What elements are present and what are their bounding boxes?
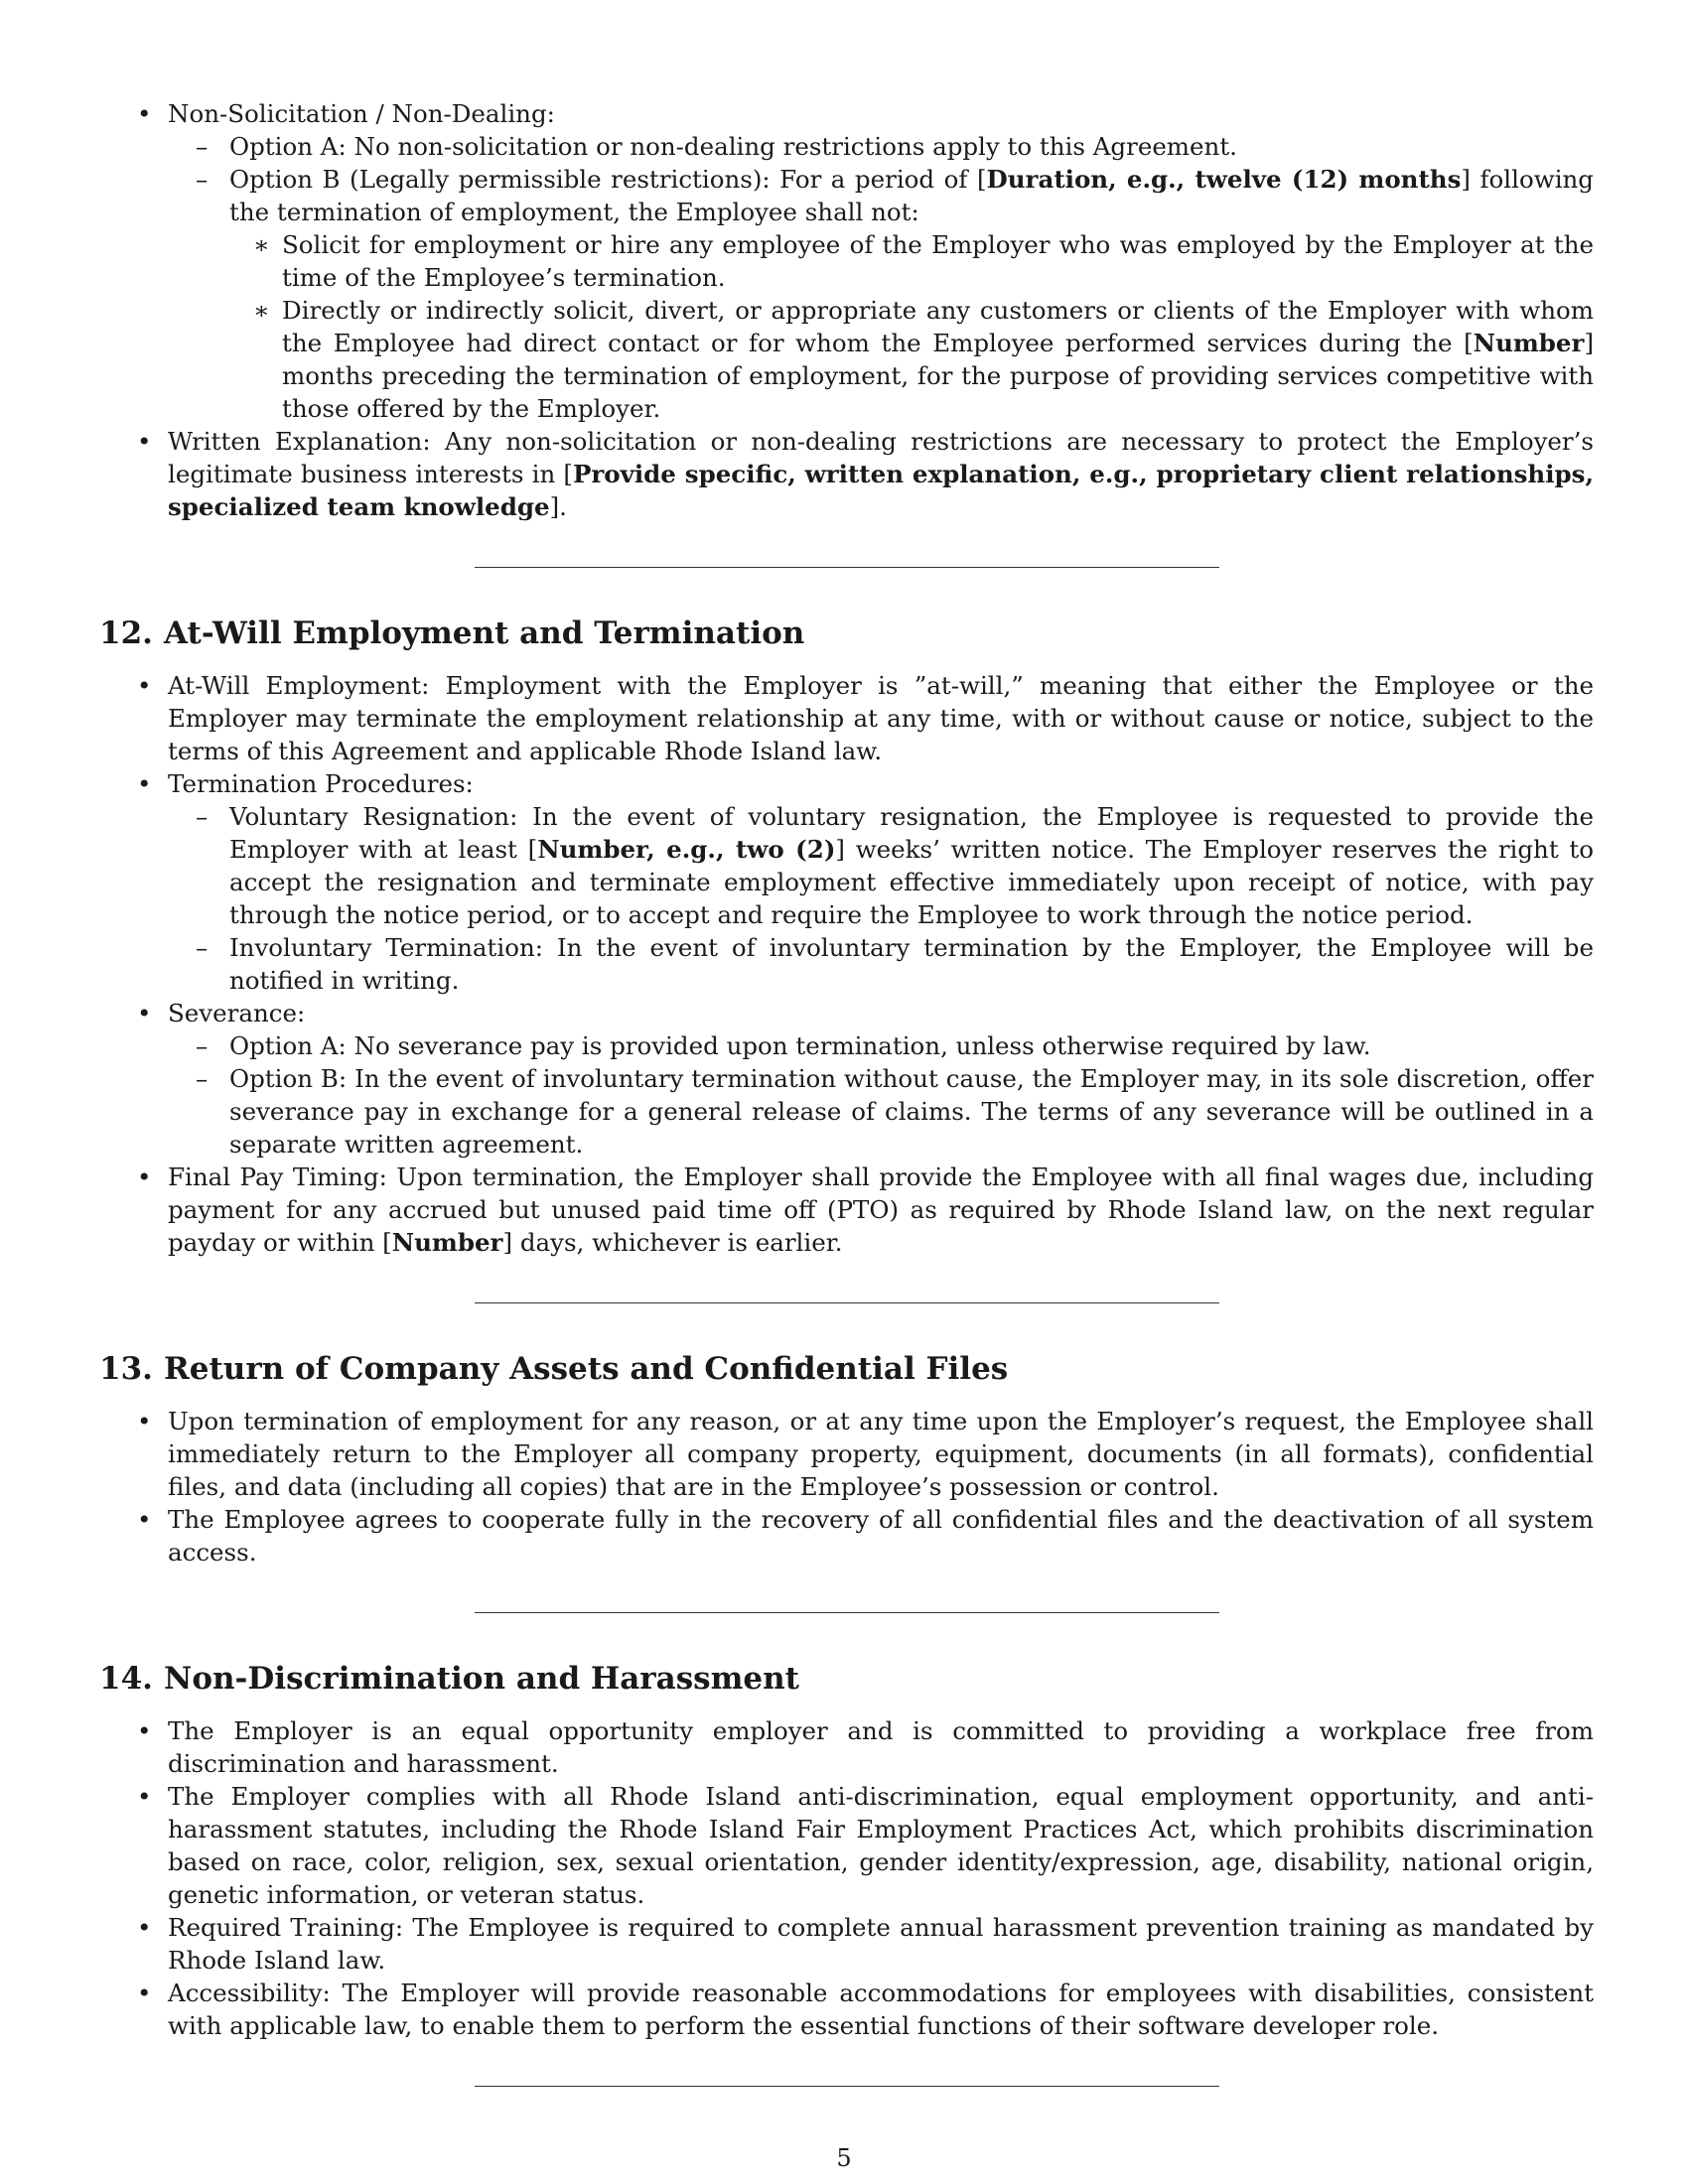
- notice-placeholder: Number, e.g., two (2): [537, 835, 836, 864]
- section-divider: [475, 567, 1219, 568]
- restriction-text: Solicit for employment or hire any employee of the Employer who was employed by the Employer at the time of the Employee’s termination.: [282, 230, 1594, 292]
- list-item-written-explanation: [99, 425, 1594, 523]
- section-number: 13.: [99, 1351, 153, 1387]
- written-explanation-placeholder: Provide specific, written explanation, e.g., proprietary client relationships, specialized team knowledge: [168, 460, 1594, 521]
- section-14-list: [99, 1714, 1594, 2042]
- list-item-required-training: [99, 1911, 1594, 1977]
- voluntary-text-end: ] weeks’ written notice. The Employer reserves the right to accept the resignation and terminate employment effective immediately upon receipt of notice, with pay through the notice period, or to accept and require the Employee to work through the notice period.: [229, 835, 1595, 929]
- list-item-restriction-clients: [229, 294, 1594, 425]
- severance-b-text: Option B: In the event of involuntary termination without cause, the Employer may, in its sole discretion, offer severance pay in exchange for a general release of claims. The terms of any severance will be outlined in a separate written agreement.: [229, 1064, 1594, 1159]
- section-13-list: [99, 1405, 1594, 1569]
- termination-procedures-list: [168, 800, 1594, 997]
- list-item-text: Required Training: The Employee is required to complete annual harassment prevention training as mandated by Rhode Island law.: [168, 1913, 1594, 1975]
- option-b-restrictions: [229, 228, 1594, 425]
- list-item-involuntary-termination: [168, 931, 1594, 997]
- list-item-severance-option-b: [168, 1062, 1594, 1160]
- option-b-placeholder: Duration, e.g., twelve (12) months: [986, 165, 1462, 194]
- written-explanation-text: Written Explanation: Any non-solicitation or non-dealing restrictions are necessary to protect the Employer’s legitimate business interests in [: [168, 427, 1594, 488]
- number-placeholder: Number: [391, 1228, 503, 1257]
- option-b-text-end: ] following the termination of employment, the Employee shall not:: [229, 165, 1594, 226]
- list-item-text: Upon termination of employment for any reason, or at any time upon the Employer’s request, the Employee shall immediately return to the Employer all company property, equipment, documents (in all formats), confidential files, and data (including all copies) that are in the Employee’s possession or control.: [168, 1407, 1594, 1501]
- list-item-cooperate-recovery: [99, 1503, 1594, 1569]
- list-item-option-a: [168, 130, 1594, 163]
- section-title: At-Will Employment and Termination: [164, 615, 805, 651]
- non-solicitation-options: [168, 130, 1594, 425]
- list-item-voluntary-resignation: [168, 800, 1594, 931]
- number-placeholder: Number: [1473, 329, 1585, 357]
- section-13-heading: [99, 1349, 1594, 1389]
- list-item-text: The Employer is an equal opportunity employer and is committed to providing a workplace free from discrimination and harassment.: [168, 1716, 1594, 1778]
- section-12-heading: [99, 614, 1594, 653]
- list-item-compliance: [99, 1780, 1594, 1911]
- restriction-text-end: ] months preceding the termination of employment, for the purpose of providing services competitive with those offered by the Employer.: [282, 329, 1594, 423]
- item-label: Termination Procedures:: [168, 769, 474, 798]
- section-11-continuation-list: [99, 97, 1594, 523]
- document-body: [99, 97, 1594, 2087]
- section-number: 14.: [99, 1661, 153, 1697]
- option-b-text: Option B (Legally permissible restrictions): For a period of [: [229, 165, 987, 194]
- severance-options: [168, 1029, 1594, 1160]
- list-item-equal-opportunity: [99, 1714, 1594, 1780]
- section-title: Return of Company Assets and Confidential Files: [164, 1351, 1009, 1387]
- section-12-list: [99, 669, 1594, 1259]
- final-pay-text: Final Pay Timing: Upon termination, the Employer shall provide the Employee with all final wages due, including payment for any accrued but unused paid time off (PTO) as required by Rhode Island law, on the next regular payday or within [: [168, 1162, 1594, 1257]
- section-number: 12.: [99, 615, 153, 651]
- option-a-text: Option A: No non-solicitation or non-dealing restrictions apply to this Agreement.: [229, 132, 1237, 161]
- section-title: Non-Discrimination and Harassment: [164, 1661, 799, 1697]
- section-divider: [475, 1302, 1219, 1303]
- list-item-option-b: [168, 163, 1594, 425]
- list-item-text: The Employee agrees to cooperate fully in the recovery of all confidential files and the deactivation of all system access.: [168, 1505, 1594, 1567]
- list-item-termination-procedures: [99, 767, 1594, 997]
- voluntary-text: Voluntary Resignation: In the event of voluntary resignation, the Employee is requested to provide the Employer with at least [: [229, 802, 1594, 864]
- list-item-final-pay: [99, 1160, 1594, 1259]
- item-label: Non-Solicitation / Non-Dealing:: [168, 99, 555, 128]
- page-number: 5: [836, 2144, 852, 2172]
- list-item-text: Accessibility: The Employer will provide reasonable accommodations for employees with disabilities, consistent with applicable law, to enable them to perform the essential functions of their software developer role.: [168, 1979, 1594, 2040]
- list-item-return-property: [99, 1405, 1594, 1503]
- written-explanation-end: ].: [549, 492, 567, 521]
- severance-a-text: Option A: No severance pay is provided upon termination, unless otherwise required by law.: [229, 1031, 1371, 1060]
- list-item-severance-option-a: [168, 1029, 1594, 1062]
- list-item-restriction-hire: [229, 228, 1594, 294]
- list-item-text: The Employer complies with all Rhode Island anti-discrimination, equal employment opportunity, and anti-harassment statutes, including the Rhode Island Fair Employment Practices Act, which prohibits discrimination based on race, color, religion, sex, sexual orientation, gender identity/expression, age, disability, national origin, genetic information, or veteran status.: [168, 1782, 1594, 1909]
- item-label: Severance:: [168, 999, 306, 1027]
- restriction-text: Directly or indirectly solicit, divert, or appropriate any customers or clients of the Employer with whom the Employee had direct contact or for whom the Employee performed services during the [: [282, 296, 1594, 357]
- final-pay-text-end: ] days, whichever is earlier.: [502, 1228, 843, 1257]
- involuntary-text: Involuntary Termination: In the event of involuntary termination by the Employer, the Employee will be notified in writing.: [229, 933, 1594, 995]
- at-will-text: At-Will Employment: Employment with the Employer is ”at-will,” meaning that either the Employee or the Employer may terminate the employment relationship at any time, with or without cause or notice, subject to the terms of this Agreement and applicable Rhode Island law.: [168, 671, 1594, 765]
- section-14-heading: [99, 1659, 1594, 1699]
- section-divider: [475, 1612, 1219, 1613]
- section-divider: [475, 2086, 1219, 2087]
- list-item-non-solicitation: [99, 97, 1594, 425]
- list-item-severance: [99, 997, 1594, 1160]
- list-item-accessibility: [99, 1977, 1594, 2042]
- list-item-at-will: [99, 669, 1594, 767]
